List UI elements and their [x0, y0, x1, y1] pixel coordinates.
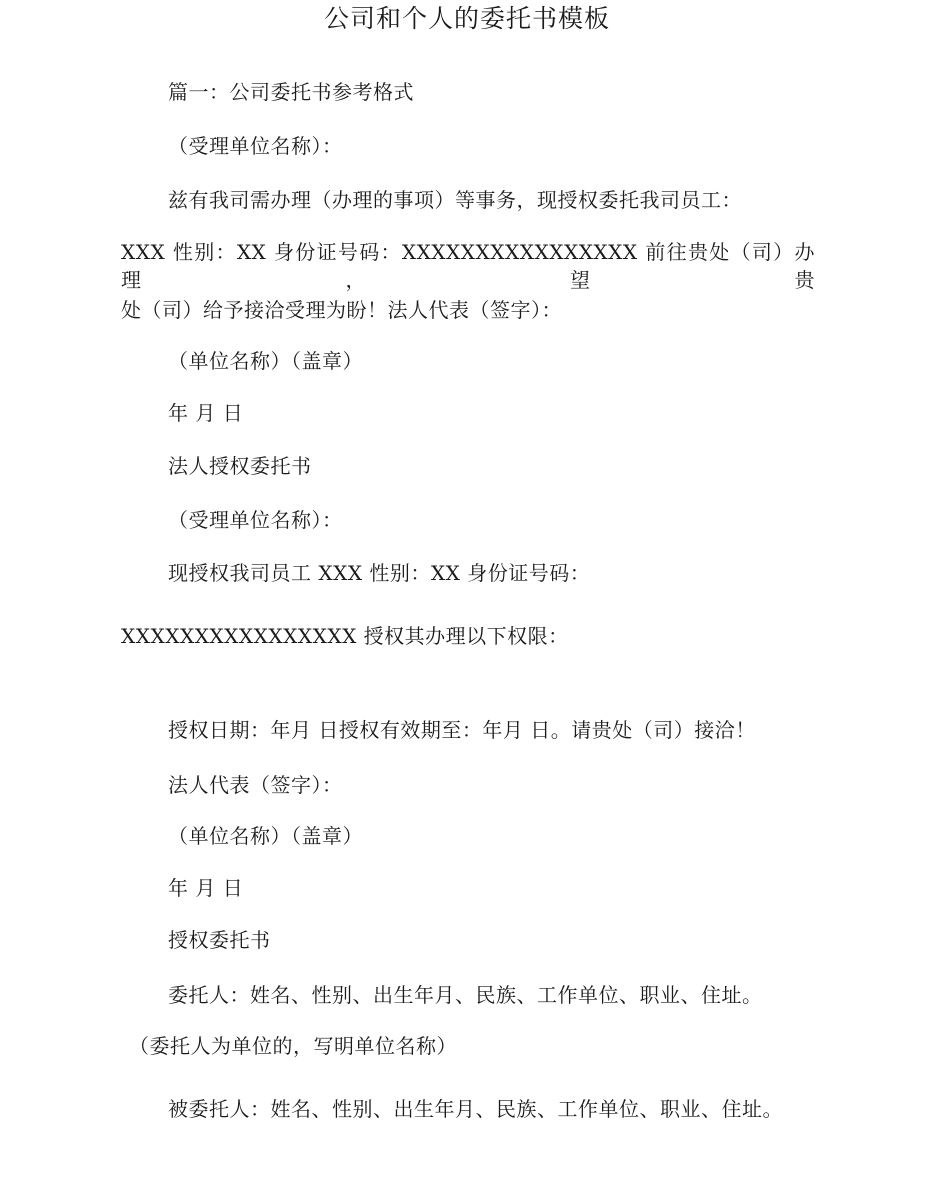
section-heading-2: 法人授权委托书: [168, 454, 312, 478]
section-heading-1: 篇一：公司委托书参考格式: [168, 80, 414, 104]
section-heading-3: 授权委托书: [168, 928, 271, 952]
company-seal-line: （单位名称）（盖章）: [168, 824, 363, 848]
body-paragraph-line: XXX 性别：XX 身份证号码：XXXXXXXXXXXXXXXX 前往贵处（司）办 理，望贵: [121, 240, 815, 292]
body-paragraph-line: 处（司）给予接洽受理为盼！法人代表（签字）：: [121, 298, 562, 322]
agent-line: 被委托人：姓名、性别、出生年月、民族、工作单位、职业、住址。: [168, 1097, 783, 1121]
date-line: 年 月 日: [168, 876, 244, 900]
body-paragraph-line: XXXXXXXXXXXXXXXX 授权其办理以下权限：: [121, 624, 569, 648]
company-seal-line: （单位名称）（盖章）: [168, 349, 363, 373]
document-title: 公司和个人的委托书模板: [323, 4, 610, 33]
body-paragraph-line: 兹有我司需办理（办理的事项）等事务，现授权委托我司员工：: [168, 188, 742, 212]
authorization-date-line: 授权日期：年月 日授权有效期至：年月 日。请贵处（司）接洽！: [168, 718, 756, 742]
signature-line: 法人代表（签字）：: [168, 773, 343, 797]
date-line: 年 月 日: [168, 401, 244, 425]
principal-note-line: （委托人为单位的，写明单位名称）: [129, 1034, 457, 1058]
recipient-line: （受理单位名称）：: [168, 134, 343, 158]
body-paragraph-line: 现授权我司员工 XXX 性别：XX 身份证号码：: [168, 561, 591, 585]
recipient-line: （受理单位名称）：: [168, 508, 343, 532]
principal-line: 委托人：姓名、性别、出生年月、民族、工作单位、职业、住址。: [168, 983, 763, 1007]
